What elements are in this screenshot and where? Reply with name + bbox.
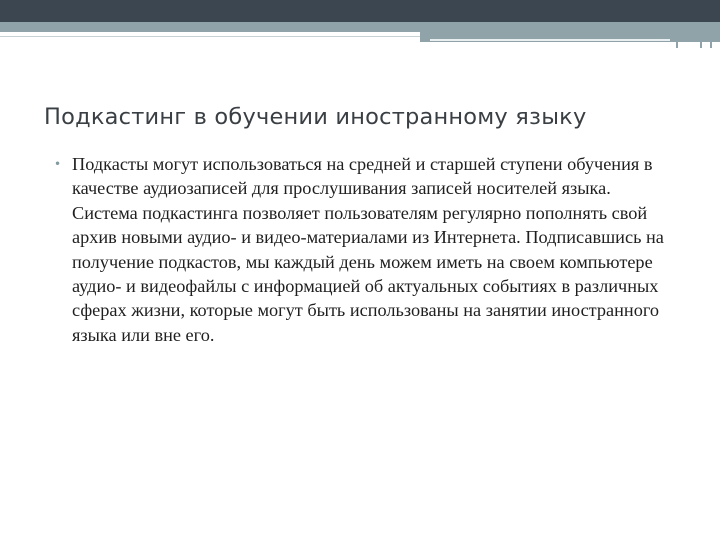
slide-title: Подкастинг в обучении иностранному языку	[44, 104, 587, 130]
bullet-marker: •	[54, 157, 62, 171]
slide-body	[54, 152, 674, 347]
bullet-item	[54, 152, 674, 347]
header-rule-right	[430, 39, 670, 41]
header-band-dark	[0, 0, 720, 22]
header-band-accent	[0, 22, 720, 32]
header-divider-2	[700, 22, 702, 48]
bullet-text: Подкасты могут использоваться на средней и старшей ступени обучения в качестве аудиозаписей для прослушивания записей носителей языка. Система подкастинга позволяет пользователям регулярно пополнять свой архив новыми аудио- и видео-материалами из Интернета. Подписавшись на получение подкастов, мы каждый день можем иметь на своем компьютере аудио- и видеофайлы с информацией об актуальных событиях в различных сферах жизни, которые могут быть использованы на занятии иностранного языка или вне его.	[72, 154, 664, 345]
header-divider-1	[676, 22, 678, 48]
header-divider-3	[710, 22, 712, 48]
header-rule-left	[0, 36, 420, 37]
